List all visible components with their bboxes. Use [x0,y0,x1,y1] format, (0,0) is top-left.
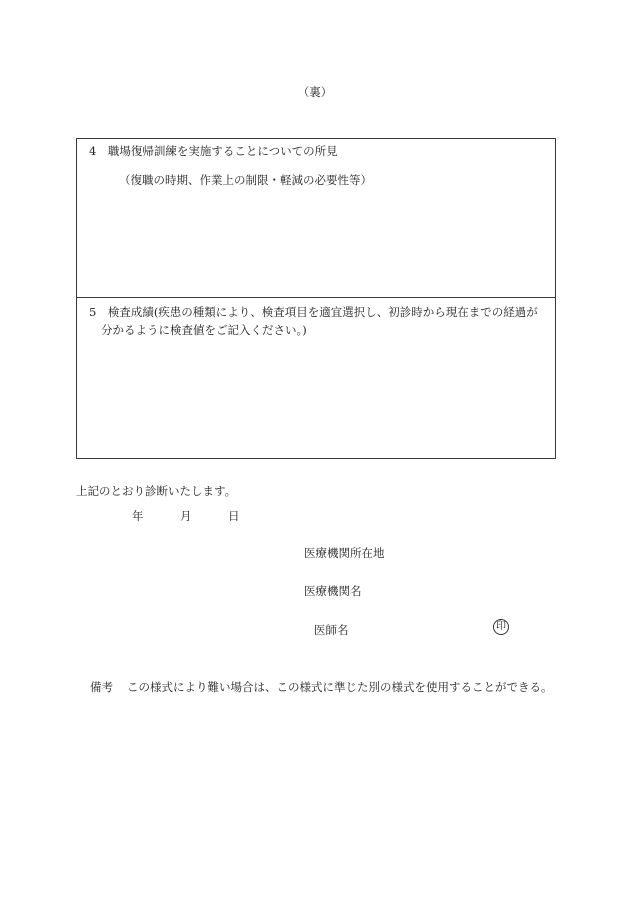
date-day-label: 日 [228,509,240,523]
remarks-label: 備考 [90,680,113,694]
section-4-heading: 4 職場復帰訓練を実施することについての所見 [89,144,338,158]
page-title: （裏） [297,85,333,99]
section-5-heading-continued: 分かるように検査値をご記入ください。) [101,323,307,337]
remarks-text: この様式により難い場合は、この様式に準じた別の様式を使用することができる。 [127,680,553,694]
doctor-name-label: 医師名 [314,623,349,637]
remarks [90,679,553,695]
institution-address-label: 医療機関所在地 [304,546,385,560]
section-4-box [76,138,556,298]
seal-mark-icon: 印 [493,619,509,635]
institution-name-label: 医療機関名 [304,584,362,598]
date-month-label: 月 [180,509,192,523]
section-5-heading: 5 検査成績(疾患の種類により、検査項目を適宜選択し、初診時から現在までの経過が [89,305,538,319]
diagnosis-statement: 上記のとおり診断いたします。 [76,484,237,498]
date-year-label: 年 [132,509,144,523]
section-4-subheading: （復職の時期、作業上の制限・軽減の必要性等） [119,173,372,187]
section-5-box [76,297,556,459]
